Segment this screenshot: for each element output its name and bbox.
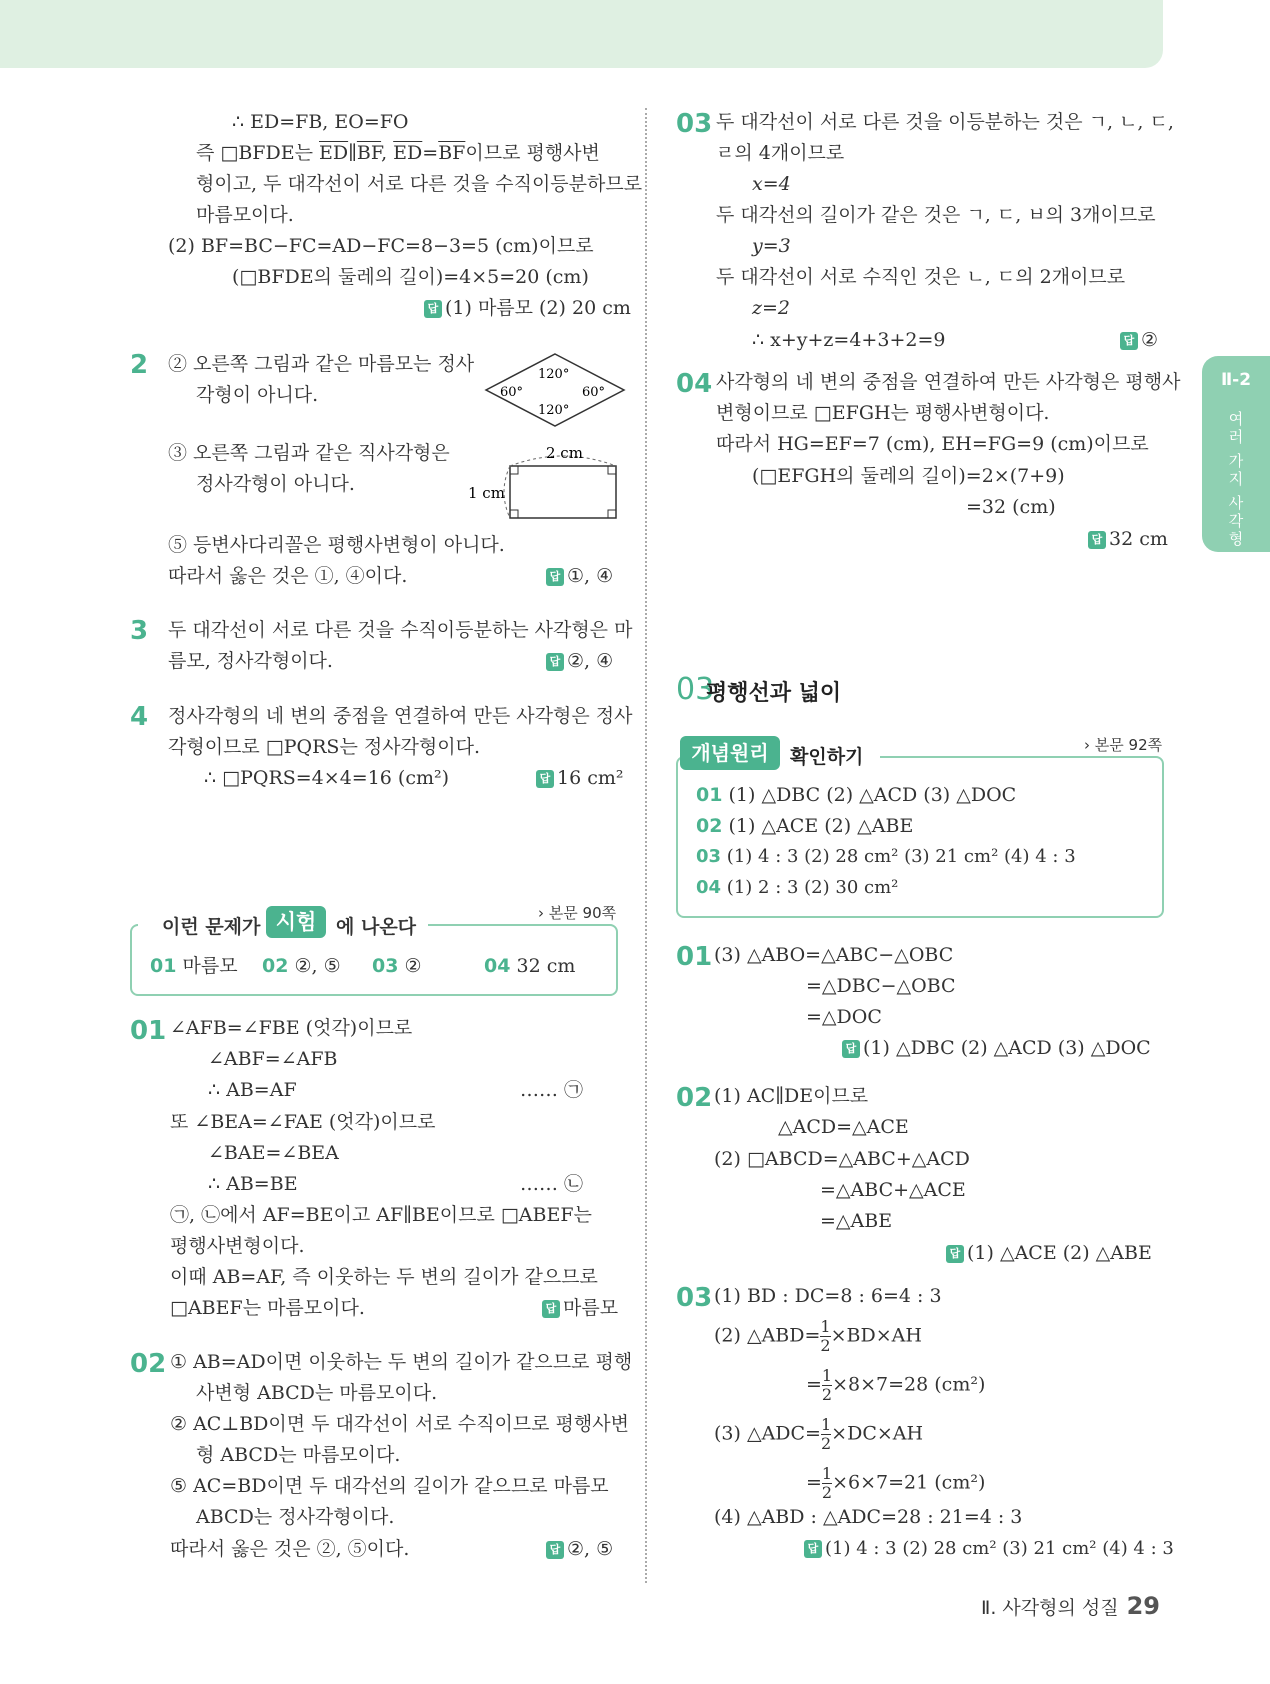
text-line: (3) △ABO=△ABC−△OBC [714, 944, 954, 966]
problem-number: 01 [130, 1016, 167, 1046]
text-line: ∴ ED=FB, EO=FO [232, 111, 409, 133]
answer-icon: 답 [842, 1040, 860, 1058]
concept-answer-1: 01 (1) △DBC (2) △ACD (3) △DOC [696, 784, 1017, 806]
rectangle-width-label: 2 cm [546, 444, 583, 462]
fraction-half: $\frac{1}{2}$ [821, 1464, 833, 1502]
problem-number: 03 [676, 1283, 713, 1313]
text-line: 이때 AB=AF, 즉 이웃하는 두 변의 길이가 같으므로 [170, 1266, 598, 1288]
text-line: 따라서 HG=EF=7 (cm), EH=FG=9 (cm)이므로 [716, 433, 1149, 455]
answer-icon: 답 [542, 1300, 560, 1318]
fraction-half: $\frac{1}{2}$ [820, 1415, 832, 1453]
text-line: ∴ AB=AF [208, 1079, 297, 1101]
text-line: ∴ AB=BE [208, 1173, 298, 1195]
text-line: ② AC⊥BD이면 두 대각선이 서로 수직이므로 평행사변 [170, 1413, 629, 1435]
concept-box-badge: 개념원리 [680, 736, 780, 770]
top-band [0, 0, 1163, 68]
concept-box-ref[interactable]: › 본문 92쪽 [1084, 736, 1163, 754]
text-line: 두 대각선이 서로 다른 것을 수직이등분하는 사각형은 마 [168, 619, 633, 641]
text-line: ㄹ의 4개이므로 [716, 142, 845, 164]
text-line: 정사각형이 아니다. [196, 473, 355, 495]
text-line: △ACD=△ACE [778, 1116, 909, 1138]
exam-box-title-1: 이런 문제가 [162, 916, 261, 938]
column-divider [645, 108, 647, 1583]
rhombus-figure [482, 350, 628, 430]
text-line: (□BFDE의 둘레의 길이)=4×5=20 (cm) [232, 266, 589, 288]
text-line: ∠ABF=∠AFB [208, 1048, 338, 1070]
answer: 답 ②, ⑤ [546, 1537, 613, 1561]
text-line: (1) AC∥DE이므로 [714, 1085, 869, 1107]
text-line: □ABEF는 마름모이다. [170, 1297, 365, 1319]
text-line: ㉠, ㉡에서 AF=BE이고 AF∥BE이므로 □ABEF는 [170, 1204, 592, 1226]
text-line: 따라서 옳은 것은 ①, ④이다. [168, 565, 408, 587]
text-line: (2) BF=BC−FC=AD−FC=8−3=5 (cm)이므로 [168, 235, 594, 257]
text-line: =△DOC [806, 1006, 882, 1028]
text-line: ③ 오른쪽 그림과 같은 직사각형은 [168, 442, 450, 464]
text-line: = $\frac{1}{2}$ ×8×7=28 (cm²) [806, 1366, 986, 1404]
concept-answer-3: 03 (1) 4 : 3 (2) 28 cm² (3) 21 cm² (4) 4 : 3 [696, 846, 1076, 867]
text-line: (2) □ABCD=△ABC+△ACD [714, 1148, 970, 1170]
text-line: ∠BAE=∠BEA [208, 1142, 339, 1164]
rectangle-height-label: 1 cm [468, 484, 505, 502]
footer-chapter: Ⅱ. 사각형의 성질 [980, 1597, 1119, 1619]
text-line: 또 ∠BEA=∠FAE (엇각)이므로 [170, 1111, 436, 1133]
rhombus-angle-bottom: 120° [538, 403, 570, 418]
text-line: 두 대각선이 서로 다른 것을 이등분하는 것은 ㄱ, ㄴ, ㄷ, [716, 111, 1174, 133]
fraction-half: $\frac{1}{2}$ [820, 1317, 831, 1355]
answer-icon: 답 [546, 653, 564, 671]
text-line: (4) △ABD : △ADC=28 : 21=4 : 3 [714, 1506, 1023, 1528]
answer: 답 (1) △ACE (2) △ABE [946, 1241, 1152, 1265]
concept-answer-2: 02 (1) △ACE (2) △ABE [696, 815, 914, 837]
text-line: 름모, 정사각형이다. [168, 650, 333, 672]
text-line: …… ㉠ [520, 1079, 584, 1101]
text-line: 형 ABCD는 마름모이다. [196, 1444, 401, 1466]
text-line: …… ㉡ [520, 1173, 584, 1195]
rhombus-angle-top: 120° [538, 367, 570, 382]
text-line: 형이고, 두 대각선이 서로 다른 것을 수직이등분하므로 [196, 173, 643, 195]
rectangle-figure [462, 440, 632, 524]
text-line: 변형이므로 □EFGH는 평행사변형이다. [716, 402, 1050, 424]
problem-number: 02 [130, 1349, 167, 1379]
answer-icon: 답 [804, 1540, 822, 1558]
concept-box-title: 확인하기 [790, 746, 864, 768]
text-line: (□EFGH의 둘레의 길이)=2×(7+9) [752, 465, 1065, 487]
text-line: (3) △ADC= $\frac{1}{2}$ ×DC×AH [714, 1415, 924, 1453]
answer: 답 (1) △DBC (2) △ACD (3) △DOC [842, 1036, 1151, 1060]
answer-icon: 답 [536, 770, 554, 788]
text-line: z=2 [752, 297, 791, 319]
text-line: =△ABC+△ACE [820, 1179, 966, 1201]
exam-answer-1: 01 마름모 [150, 955, 238, 977]
problem-number: 02 [676, 1083, 713, 1113]
exam-answer-3: 03 ② [372, 955, 422, 977]
text-line: 사각형의 네 변의 중점을 연결하여 만든 사각형은 평행사 [716, 371, 1181, 393]
text-line: 사변형 ABCD는 마름모이다. [196, 1382, 438, 1404]
answer-icon: 답 [946, 1245, 964, 1263]
text-line: ② 오른쪽 그림과 같은 마름모는 정사 [168, 353, 475, 375]
text-line: ∠AFB=∠FBE (엇각)이므로 [170, 1017, 413, 1039]
answer-icon: 답 [1120, 332, 1138, 350]
answer: 답 ①, ④ [546, 564, 613, 588]
answer-icon: 답 [424, 300, 442, 318]
answer-icon: 답 [1088, 531, 1106, 549]
text-line: ∴ x+y+z=4+3+2=9 [752, 329, 946, 351]
text-line: 평행사변형이다. [170, 1235, 305, 1257]
problem-number: 4 [130, 702, 149, 732]
problem-number: 2 [130, 350, 149, 380]
problem-number: 3 [130, 616, 149, 646]
text-line: ⑤ AC=BD이면 두 대각선의 길이가 같으므로 마름모 [170, 1475, 609, 1497]
exam-box-title-badge: 시험 [266, 906, 326, 938]
text-line: ① AB=AD이면 이웃하는 두 변의 길이가 같으므로 평행 [170, 1351, 633, 1373]
text-line: =△ABE [820, 1210, 893, 1232]
text-line: 정사각형의 네 변의 중점을 연결하여 만든 사각형은 정사 [168, 705, 633, 727]
fraction-half: $\frac{1}{2}$ [821, 1366, 833, 1404]
exam-box-ref[interactable]: › 본문 90쪽 [538, 904, 617, 922]
answer: 답 마름모 [542, 1296, 618, 1320]
answer: 답 (1) 4 : 3 (2) 28 cm² (3) 21 cm² (4) 4 : 3 [804, 1537, 1174, 1561]
answer-icon: 답 [546, 568, 564, 586]
text-line: 각형이므로 □PQRS는 정사각형이다. [168, 736, 481, 758]
text-line: =△DBC−△OBC [806, 975, 956, 997]
text-line: ABCD는 정사각형이다. [196, 1506, 395, 1528]
exam-answer-2: 02 ②, ⑤ [262, 955, 341, 977]
text-line: x=4 [752, 173, 791, 195]
page-footer [981, 1592, 1160, 1620]
text-line: y=3 [752, 235, 791, 257]
section-number: 03 [676, 672, 715, 707]
answer: 답 ② [1120, 328, 1158, 352]
problem-number: 03 [676, 109, 713, 139]
answer: 답 ②, ④ [546, 649, 613, 673]
text-line: =32 (cm) [966, 496, 1056, 518]
answer-icon: 답 [546, 1541, 564, 1559]
rhombus-angle-left: 60° [500, 385, 524, 400]
chapter-code: Ⅱ-2 [1220, 370, 1252, 390]
exam-box-title-3: 에 나온다 [336, 916, 417, 938]
answer: 답 32 cm [1088, 527, 1168, 551]
concept-answer-4: 04 (1) 2 : 3 (2) 30 cm² [696, 877, 899, 898]
text-line: ∴ □PQRS=4×4=16 (cm²) [204, 767, 450, 789]
rhombus-angle-right: 60° [582, 385, 606, 400]
chapter-title-vertical: 여 러 가 지 사 각 형 [1228, 410, 1244, 548]
text-line: 즉 □BFDE는 $\overline{ED}\parallel\overline{BF}$, $\overline{ED}=\overline{BF}$이므로 평행사변 [196, 142, 600, 164]
chapter-side-tab[interactable] [1202, 356, 1270, 552]
answer: 답 (1) 마름모 (2) 20 cm [424, 296, 631, 320]
text-line: (1) BD : DC=8 : 6=4 : 3 [714, 1285, 942, 1307]
exam-answer-4: 04 32 cm [484, 955, 576, 977]
answer: 답 16 cm² [536, 766, 624, 790]
problem-number: 01 [676, 942, 713, 972]
text-line: 마름모이다. [196, 204, 294, 226]
text-line: = $\frac{1}{2}$ ×6×7=21 (cm²) [806, 1464, 986, 1502]
text-line: 두 대각선의 길이가 같은 것은 ㄱ, ㄷ, ㅂ의 3개이므로 [716, 204, 1156, 226]
text-line: ⑤ 등변사다리꼴은 평행사변형이 아니다. [168, 534, 505, 556]
problem-number: 04 [676, 369, 713, 399]
section-title: 평행선과 넓이 [706, 681, 842, 706]
text-line: (2) △ABD= $\frac{1}{2}$ ×BD×AH [714, 1317, 922, 1355]
text-line: 따라서 옳은 것은 ②, ⑤이다. [170, 1538, 410, 1560]
page-number: 29 [1126, 1592, 1160, 1620]
text-line: 두 대각선이 서로 수직인 것은 ㄴ, ㄷ의 2개이므로 [716, 266, 1126, 288]
text-line: 각형이 아니다. [196, 384, 319, 406]
